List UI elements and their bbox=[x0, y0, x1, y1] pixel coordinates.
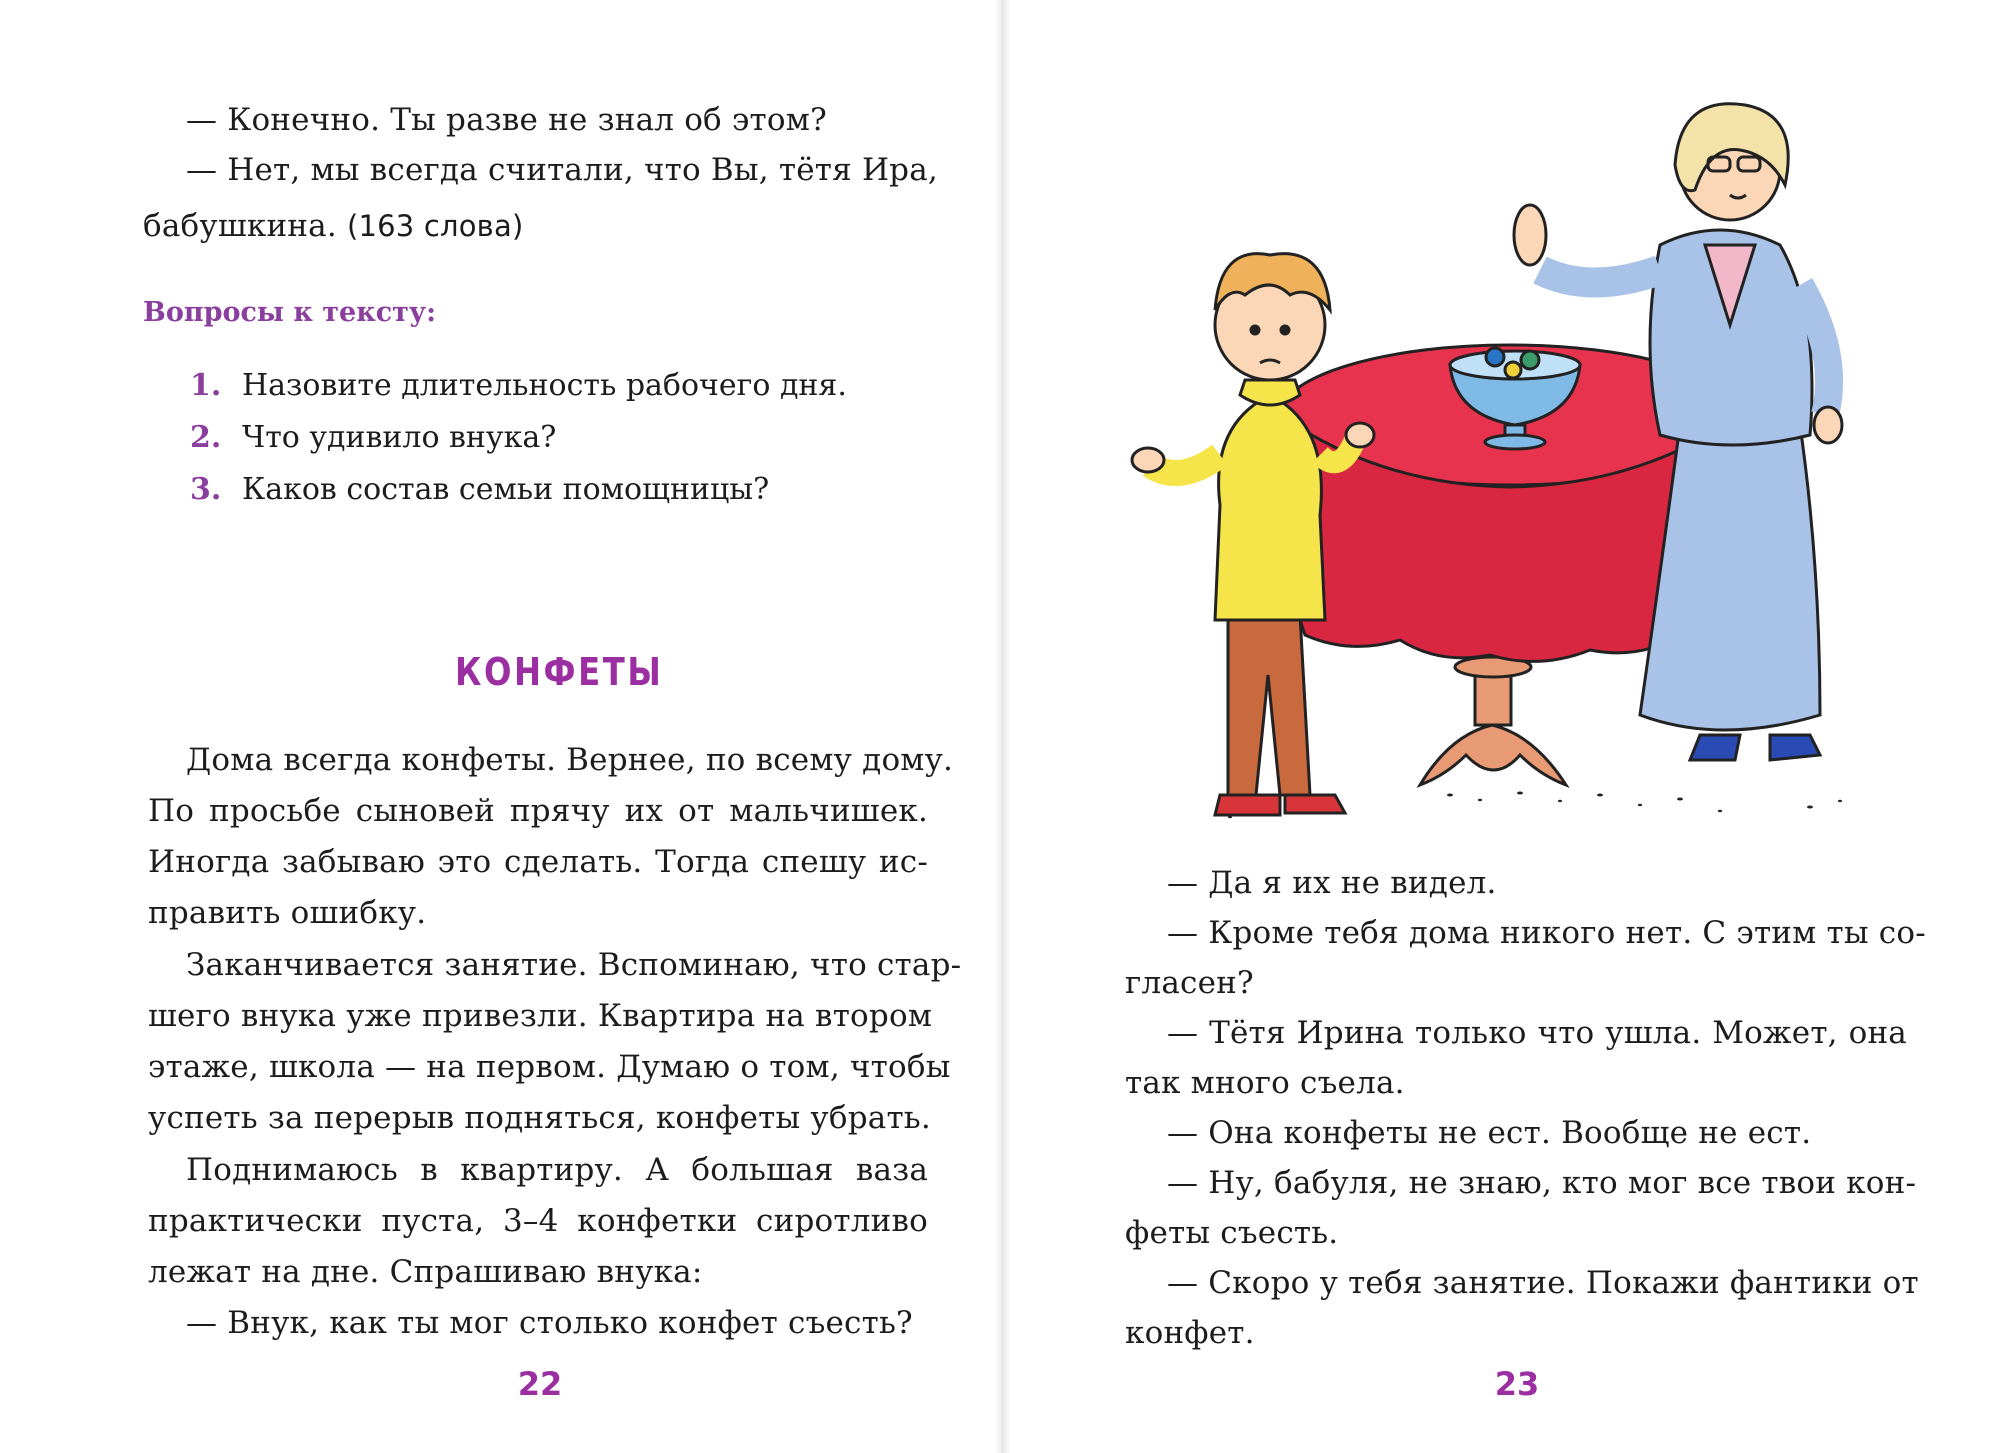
text-line: конфет. bbox=[1125, 1315, 1255, 1351]
text-line: править ошибку. bbox=[148, 895, 427, 931]
page-number-left: 22 bbox=[517, 1365, 563, 1403]
text-line: — Кроме тебя дома никого нет. С этим ты со- bbox=[1167, 915, 1926, 951]
text-line: По просьбе сыновей прячу их от мальчишек. bbox=[148, 793, 928, 829]
page-number-right: 23 bbox=[1494, 1365, 1540, 1403]
text-line: — Внук, как ты мог столько конфет съесть? bbox=[186, 1305, 913, 1341]
text-line: гласен? bbox=[1125, 965, 1254, 1001]
text-line: так много съела. bbox=[1125, 1065, 1405, 1101]
text-line: — Она конфеты не ест. Вообще не ест. bbox=[1167, 1115, 1812, 1151]
text-line: лежат на дне. Спрашиваю внука: bbox=[148, 1254, 703, 1290]
text-line: Заканчивается занятие. Вспоминаю, что стар- bbox=[186, 947, 962, 983]
text-line: Поднимаюсь в квартиру. А большая ваза bbox=[186, 1152, 928, 1188]
text-line: — Нет, мы всегда считали, что Вы, тётя Ира, bbox=[186, 152, 938, 188]
story-title: КОНФЕТЫ bbox=[455, 650, 664, 694]
question-number: 3. bbox=[190, 472, 222, 507]
question-item bbox=[190, 470, 769, 510]
question-text: Каков состав семьи помощницы? bbox=[242, 472, 770, 507]
text-line: — Тётя Ирина только что ушла. Может, она bbox=[1167, 1015, 1907, 1051]
text-line: феты съесть. bbox=[1125, 1215, 1339, 1251]
questions-heading: Вопросы к тексту: bbox=[143, 297, 437, 328]
question-number: 2. bbox=[190, 420, 222, 455]
text-line: — Да я их не видел. bbox=[1167, 865, 1497, 901]
text-line: этаже, школа — на первом. Думаю о том, чтобы bbox=[148, 1049, 951, 1085]
question-item bbox=[190, 366, 847, 406]
text-line: Иногда забываю это сделать. Тогда спешу ис- bbox=[148, 844, 928, 880]
table-pedestal bbox=[1420, 657, 1566, 785]
illustration-grandma-and-boy bbox=[1120, 95, 1900, 835]
text-fragment: бабушкина. bbox=[143, 208, 337, 244]
text-line: Дома всегда конфеты. Вернее, по всему дому. bbox=[186, 742, 954, 778]
text-line: — Конечно. Ты разве не знал об этом? bbox=[186, 102, 827, 138]
question-item bbox=[190, 418, 556, 458]
text-line bbox=[143, 206, 523, 246]
text-line: — Скоро у тебя занятие. Покажи фантики от bbox=[1167, 1265, 1919, 1301]
text-line: успеть за перерыв подняться, конфеты убрать. bbox=[148, 1100, 931, 1136]
text-line: практически пуста, 3–4 конфетки сиротливо bbox=[148, 1203, 928, 1239]
question-number: 1. bbox=[190, 368, 222, 403]
text-line: — Ну, бабуля, не знаю, кто мог все твои кон- bbox=[1167, 1165, 1917, 1201]
word-count: (163 слова) bbox=[346, 209, 524, 243]
text-line: шего внука уже привезли. Квартира на втором bbox=[148, 998, 933, 1034]
question-text: Назовите длительность рабочего дня. bbox=[242, 368, 847, 403]
book-gutter bbox=[995, 0, 1011, 1453]
question-text: Что удивило внука? bbox=[242, 420, 557, 455]
